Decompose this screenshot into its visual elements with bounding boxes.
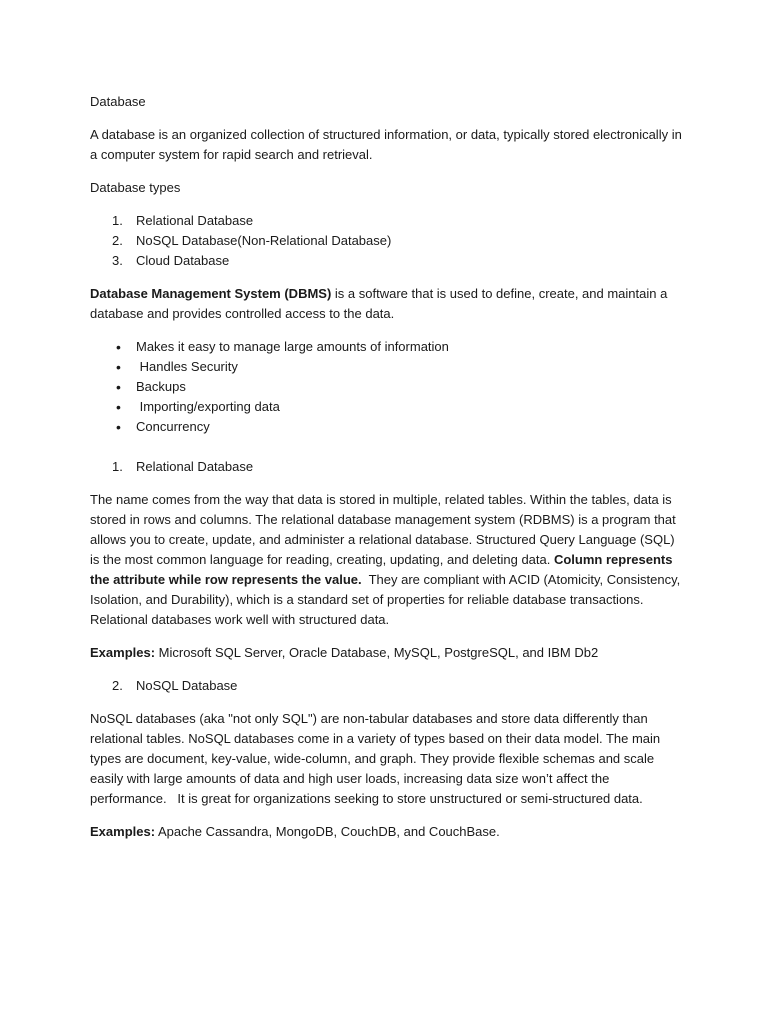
section-heading-label: Relational Database bbox=[136, 459, 254, 474]
list-number: 1. bbox=[112, 459, 123, 474]
section-heading-label: NoSQL Database bbox=[136, 678, 238, 693]
types-heading: Database types bbox=[90, 180, 181, 195]
relational-text-b: They are compliant with ACID (Atomicity, Consistency, Isolation, and Durability), which is a standard set of properties for reliable database transactions. Relational databases work well with structured data. bbox=[90, 572, 684, 627]
list-item-label: Importing/exporting data bbox=[136, 399, 280, 414]
list-item-label: Makes it easy to manage large amounts of information bbox=[136, 339, 449, 354]
bullet-icon: • bbox=[116, 379, 121, 395]
list-number: 3. bbox=[112, 253, 123, 268]
list-number: 2. bbox=[112, 678, 123, 693]
types-list bbox=[90, 211, 682, 271]
examples-text: Apache Cassandra, MongoDB, CouchDB, and CouchBase. bbox=[155, 824, 500, 839]
examples-text: Microsoft SQL Server, Oracle Database, MySQL, PostgreSQL, and IBM Db2 bbox=[155, 645, 599, 660]
list-item-label: Handles Security bbox=[136, 359, 238, 374]
list-item bbox=[90, 231, 682, 251]
examples-label: Examples: bbox=[90, 645, 156, 660]
dbms-term: Database Management System (DBMS) bbox=[90, 286, 332, 301]
bullet-icon: • bbox=[116, 399, 121, 415]
list-item bbox=[90, 357, 682, 377]
list-item bbox=[90, 337, 682, 357]
relational-text-a: The name comes from the way that data is stored in multiple, related tables. Within the tables, data is stored in rows and columns. The relational database management system (RDBMS) is a program that allows you to create, update, and administer a relational database. Structured Query Language (SQL) is the most common language for reading, creating, updating, and deleting data. bbox=[90, 492, 676, 567]
bullet-icon: • bbox=[116, 359, 121, 375]
list-item bbox=[90, 377, 682, 397]
list-item bbox=[90, 251, 682, 271]
nosql-examples bbox=[90, 822, 682, 842]
list-item-label: NoSQL Database(Non-Relational Database) bbox=[136, 233, 392, 248]
nosql-paragraph: NoSQL databases (aka "not only SQL") are non-tabular databases and store data differently than relational tables. NoSQL databases come in a variety of types based on their data model. The main types are document, key-value, wide-column, and graph. They provide flexible schemas and scale easily with large amounts of data and high user loads, increasing data size won’t affect the performance. It is great for organizations seeking to store unstructured or semi-structured data. bbox=[90, 711, 664, 806]
document-body bbox=[90, 92, 682, 842]
relational-bold-text: Column represents the attribute while row represents the value. bbox=[90, 552, 673, 587]
bullet-icon: • bbox=[116, 419, 121, 435]
list-item-label: Concurrency bbox=[136, 419, 210, 434]
list-item bbox=[90, 417, 682, 437]
definition-paragraph: A database is an organized collection of structured information, or data, typically stored electronically in a computer system for rapid search and retrieval. bbox=[90, 127, 682, 162]
relational-examples bbox=[90, 643, 682, 663]
dbms-paragraph bbox=[90, 284, 682, 324]
list-item bbox=[90, 397, 682, 417]
doc-title: Database bbox=[90, 94, 146, 109]
nosql-section-heading bbox=[90, 676, 682, 696]
list-item-label: Backups bbox=[136, 379, 186, 394]
list-item-label: Relational Database bbox=[136, 213, 254, 228]
relational-paragraph bbox=[90, 490, 682, 630]
list-number: 2. bbox=[112, 233, 123, 248]
bullet-icon: • bbox=[116, 339, 121, 355]
list-item-label: Cloud Database bbox=[136, 253, 230, 268]
dbms-features-list bbox=[90, 337, 682, 437]
dbms-definition: is a software that is used to define, create, and maintain a database and provides controlled access to the data. bbox=[90, 286, 668, 321]
list-number: 1. bbox=[112, 213, 123, 228]
relational-section-heading bbox=[90, 457, 682, 477]
examples-label: Examples: bbox=[90, 824, 156, 839]
list-item bbox=[90, 211, 682, 231]
